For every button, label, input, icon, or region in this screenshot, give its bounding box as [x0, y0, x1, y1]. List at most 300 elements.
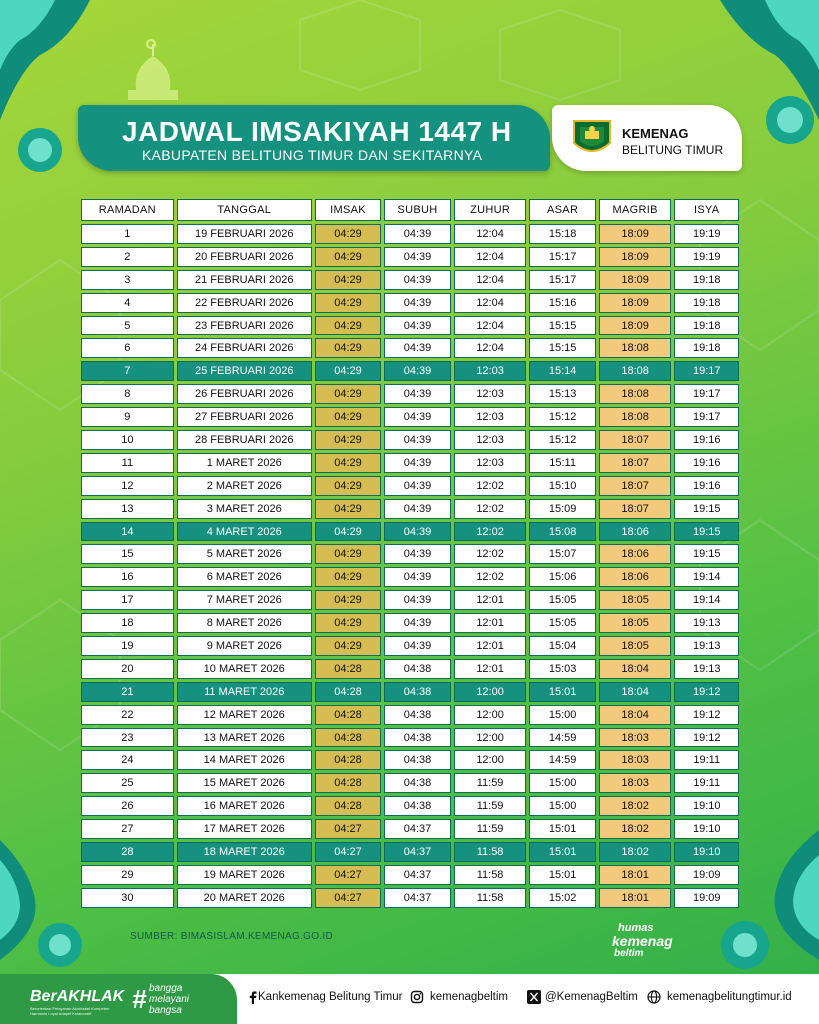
cell-tanggal: 11 MARET 2026 [177, 682, 312, 702]
cell-isya: 19:16 [674, 476, 739, 496]
cell-magrib: 18:02 [599, 796, 672, 816]
cell-zuhur: 11:58 [454, 842, 527, 862]
column-header-tanggal: TANGGAL [177, 199, 312, 221]
cell-subuh: 04:39 [384, 316, 451, 336]
cell-imsak: 04:28 [315, 682, 382, 702]
cell-tanggal: 13 MARET 2026 [177, 728, 312, 748]
cell-ramadan: 27 [81, 819, 174, 839]
cell-subuh: 04:38 [384, 659, 451, 679]
cell-imsak: 04:29 [315, 499, 382, 519]
page-title: JADWAL IMSAKIYAH 1447 H [122, 116, 512, 147]
cell-isya: 19:18 [674, 293, 739, 313]
column-header-zuhur: ZUHUR [454, 199, 527, 221]
cell-magrib: 18:09 [599, 316, 672, 336]
cell-subuh: 04:39 [384, 361, 451, 381]
cell-ramadan: 28 [81, 842, 174, 862]
cell-asar: 15:00 [529, 705, 596, 725]
cell-subuh: 04:37 [384, 888, 451, 908]
cell-zuhur: 12:04 [454, 224, 527, 244]
table-row [81, 384, 739, 404]
berakhlak-tagline: Berorientasi Pelayanan Akuntabel Kompeten Harmonis Loyal Adaptif Kolaboratif [30, 1006, 110, 1016]
column-header-ramadan: RAMADAN [81, 199, 174, 221]
cell-tanggal: 20 MARET 2026 [177, 888, 312, 908]
cell-zuhur: 12:01 [454, 636, 527, 656]
humas-line2: kemenag [612, 933, 673, 949]
cell-ramadan: 20 [81, 659, 174, 679]
cell-asar: 15:11 [529, 453, 596, 473]
table-body [81, 224, 739, 908]
cell-subuh: 04:38 [384, 705, 451, 725]
cell-imsak: 04:29 [315, 384, 382, 404]
cell-tanggal: 14 MARET 2026 [177, 750, 312, 770]
cell-tanggal: 17 MARET 2026 [177, 819, 312, 839]
cell-isya: 19:14 [674, 590, 739, 610]
cell-tanggal: 28 FEBRUARI 2026 [177, 430, 312, 450]
cell-subuh: 04:39 [384, 247, 451, 267]
table-row [81, 773, 739, 793]
melayani-text: melayani [149, 994, 190, 1005]
cell-magrib: 18:07 [599, 499, 672, 519]
cell-tanggal: 8 MARET 2026 [177, 613, 312, 633]
cell-asar: 15:01 [529, 842, 596, 862]
cell-asar: 15:04 [529, 636, 596, 656]
cell-imsak: 04:28 [315, 705, 382, 725]
x-link[interactable]: @KemenagBeltim [545, 991, 638, 1003]
cell-imsak: 04:28 [315, 796, 382, 816]
cell-asar: 15:05 [529, 590, 596, 610]
cell-isya: 19:17 [674, 361, 739, 381]
cell-ramadan: 13 [81, 499, 174, 519]
cell-isya: 19:18 [674, 316, 739, 336]
cell-magrib: 18:08 [599, 384, 672, 404]
cell-isya: 19:17 [674, 407, 739, 427]
cell-imsak: 04:29 [315, 453, 382, 473]
cell-subuh: 04:38 [384, 796, 451, 816]
cell-isya: 19:13 [674, 613, 739, 633]
cell-zuhur: 12:04 [454, 293, 527, 313]
source-note: SUMBER: BIMASISLAM.KEMENAG.GO.ID [130, 931, 333, 942]
cell-subuh: 04:39 [384, 636, 451, 656]
table-row [81, 361, 739, 381]
cell-zuhur: 12:00 [454, 728, 527, 748]
cell-magrib: 18:03 [599, 728, 672, 748]
cell-asar: 15:01 [529, 682, 596, 702]
imsakiyah-table [78, 196, 742, 911]
cell-zuhur: 11:58 [454, 865, 527, 885]
cell-imsak: 04:28 [315, 773, 382, 793]
cell-zuhur: 11:58 [454, 888, 527, 908]
cell-isya: 19:15 [674, 544, 739, 564]
table-row [81, 705, 739, 725]
cell-tanggal: 7 MARET 2026 [177, 590, 312, 610]
cell-tanggal: 24 FEBRUARI 2026 [177, 338, 312, 358]
instagram-link[interactable]: kemenagbeltim [430, 991, 508, 1003]
table-row [81, 728, 739, 748]
table-row [81, 865, 739, 885]
table-header-row [81, 199, 739, 221]
cell-ramadan: 9 [81, 407, 174, 427]
cell-asar: 15:02 [529, 888, 596, 908]
cell-magrib: 18:05 [599, 590, 672, 610]
cell-asar: 15:13 [529, 384, 596, 404]
cell-magrib: 18:09 [599, 247, 672, 267]
cell-subuh: 04:37 [384, 819, 451, 839]
cell-isya: 19:12 [674, 705, 739, 725]
cell-imsak: 04:29 [315, 544, 382, 564]
cell-tanggal: 3 MARET 2026 [177, 499, 312, 519]
cell-imsak: 04:28 [315, 728, 382, 748]
cell-imsak: 04:28 [315, 659, 382, 679]
humas-line3: beltim [614, 948, 644, 959]
table-row [81, 544, 739, 564]
cell-ramadan: 7 [81, 361, 174, 381]
cell-isya: 19:10 [674, 842, 739, 862]
cell-asar: 15:06 [529, 567, 596, 587]
cell-tanggal: 21 FEBRUARI 2026 [177, 270, 312, 290]
cell-magrib: 18:01 [599, 888, 672, 908]
cell-isya: 19:09 [674, 888, 739, 908]
cell-subuh: 04:39 [384, 544, 451, 564]
cell-tanggal: 5 MARET 2026 [177, 544, 312, 564]
cell-asar: 15:01 [529, 819, 596, 839]
bangga-melayani-bangsa [149, 983, 189, 1016]
cell-tanggal: 20 FEBRUARI 2026 [177, 247, 312, 267]
table-row [81, 476, 739, 496]
cell-magrib: 18:02 [599, 842, 672, 862]
cell-tanggal: 26 FEBRUARI 2026 [177, 384, 312, 404]
cell-zuhur: 12:03 [454, 361, 527, 381]
title-banner [78, 105, 550, 171]
cell-asar: 15:17 [529, 247, 596, 267]
cell-ramadan: 24 [81, 750, 174, 770]
cell-isya: 19:10 [674, 796, 739, 816]
footer [0, 974, 819, 1024]
table-row [81, 316, 739, 336]
cell-isya: 19:18 [674, 270, 739, 290]
cell-tanggal: 6 MARET 2026 [177, 567, 312, 587]
table-row [81, 247, 739, 267]
table-row [81, 659, 739, 679]
cell-zuhur: 12:04 [454, 316, 527, 336]
cell-ramadan: 3 [81, 270, 174, 290]
cell-magrib: 18:09 [599, 293, 672, 313]
cell-ramadan: 15 [81, 544, 174, 564]
cell-tanggal: 1 MARET 2026 [177, 453, 312, 473]
cell-zuhur: 12:02 [454, 499, 527, 519]
cell-zuhur: 12:01 [454, 613, 527, 633]
cell-magrib: 18:05 [599, 636, 672, 656]
cell-tanggal: 19 MARET 2026 [177, 865, 312, 885]
cell-subuh: 04:39 [384, 293, 451, 313]
cell-magrib: 18:01 [599, 865, 672, 885]
cell-imsak: 04:27 [315, 888, 382, 908]
bangga-text: bangga [149, 983, 183, 994]
cell-asar: 14:59 [529, 728, 596, 748]
cell-asar: 15:17 [529, 270, 596, 290]
mosque-dome-icon [118, 38, 188, 108]
cell-zuhur: 12:01 [454, 659, 527, 679]
cell-isya: 19:10 [674, 819, 739, 839]
cell-magrib: 18:06 [599, 567, 672, 587]
cell-tanggal: 4 MARET 2026 [177, 522, 312, 542]
cell-ramadan: 19 [81, 636, 174, 656]
cell-imsak: 04:29 [315, 476, 382, 496]
cell-zuhur: 11:59 [454, 819, 527, 839]
cell-isya: 19:15 [674, 522, 739, 542]
cell-ramadan: 8 [81, 384, 174, 404]
column-header-isya: ISYA [674, 199, 739, 221]
cell-asar: 15:03 [529, 659, 596, 679]
cell-ramadan: 16 [81, 567, 174, 587]
cell-subuh: 04:39 [384, 224, 451, 244]
cell-asar: 15:09 [529, 499, 596, 519]
cell-zuhur: 12:03 [454, 384, 527, 404]
cell-asar: 15:18 [529, 224, 596, 244]
cell-magrib: 18:03 [599, 750, 672, 770]
cell-magrib: 18:07 [599, 453, 672, 473]
cell-magrib: 18:04 [599, 705, 672, 725]
cell-asar: 15:12 [529, 407, 596, 427]
cell-zuhur: 12:04 [454, 270, 527, 290]
logo-name: KEMENAG [622, 126, 689, 141]
cell-asar: 15:00 [529, 773, 596, 793]
cell-subuh: 04:39 [384, 567, 451, 587]
cell-imsak: 04:29 [315, 636, 382, 656]
cell-ramadan: 12 [81, 476, 174, 496]
cell-magrib: 18:09 [599, 270, 672, 290]
cell-ramadan: 1 [81, 224, 174, 244]
cell-isya: 19:11 [674, 773, 739, 793]
cell-magrib: 18:08 [599, 407, 672, 427]
page-subtitle: KABUPATEN BELITUNG TIMUR DAN SEKITARNYA [142, 147, 483, 163]
table-row [81, 499, 739, 519]
kemenag-logo-box [552, 105, 742, 171]
cell-zuhur: 12:00 [454, 682, 527, 702]
cell-isya: 19:18 [674, 338, 739, 358]
cell-ramadan: 30 [81, 888, 174, 908]
cell-isya: 19:11 [674, 750, 739, 770]
cell-magrib: 18:04 [599, 682, 672, 702]
cell-asar: 15:08 [529, 522, 596, 542]
cell-zuhur: 11:59 [454, 796, 527, 816]
kemenag-emblem-icon [570, 117, 614, 159]
cell-ramadan: 11 [81, 453, 174, 473]
facebook-link[interactable]: Kankemenag Belitung Timur [258, 991, 403, 1003]
cell-subuh: 04:39 [384, 476, 451, 496]
cell-ramadan: 6 [81, 338, 174, 358]
cell-tanggal: 16 MARET 2026 [177, 796, 312, 816]
cell-ramadan: 14 [81, 522, 174, 542]
hashtag-icon: # [132, 984, 147, 1014]
cell-asar: 15:16 [529, 293, 596, 313]
table-row [81, 888, 739, 908]
column-header-imsak: IMSAK [315, 199, 382, 221]
cell-subuh: 04:37 [384, 842, 451, 862]
cell-magrib: 18:07 [599, 476, 672, 496]
cell-zuhur: 12:04 [454, 247, 527, 267]
cell-subuh: 04:39 [384, 590, 451, 610]
cell-asar: 15:15 [529, 316, 596, 336]
cell-magrib: 18:06 [599, 522, 672, 542]
table-row [81, 338, 739, 358]
cell-imsak: 04:29 [315, 567, 382, 587]
cell-imsak: 04:29 [315, 270, 382, 290]
x-icon[interactable] [527, 990, 541, 1004]
cell-tanggal: 15 MARET 2026 [177, 773, 312, 793]
cell-tanggal: 2 MARET 2026 [177, 476, 312, 496]
cell-zuhur: 12:02 [454, 567, 527, 587]
cell-isya: 19:13 [674, 659, 739, 679]
cell-imsak: 04:29 [315, 613, 382, 633]
cell-ramadan: 26 [81, 796, 174, 816]
cell-subuh: 04:39 [384, 407, 451, 427]
table-row [81, 270, 739, 290]
cell-ramadan: 4 [81, 293, 174, 313]
cell-ramadan: 22 [81, 705, 174, 725]
cell-isya: 19:14 [674, 567, 739, 587]
cell-imsak: 04:29 [315, 247, 382, 267]
cell-subuh: 04:39 [384, 499, 451, 519]
corner-ornament-top-left [0, 0, 90, 172]
cell-magrib: 18:03 [599, 773, 672, 793]
cell-subuh: 04:39 [384, 270, 451, 290]
logo-region: BELITUNG TIMUR [622, 143, 724, 157]
humas-logo [598, 922, 694, 962]
cell-ramadan: 17 [81, 590, 174, 610]
cell-ramadan: 21 [81, 682, 174, 702]
cell-magrib: 18:04 [599, 659, 672, 679]
cell-ramadan: 10 [81, 430, 174, 450]
cell-magrib: 18:09 [599, 224, 672, 244]
cell-zuhur: 12:00 [454, 750, 527, 770]
cell-tanggal: 12 MARET 2026 [177, 705, 312, 725]
cell-zuhur: 12:02 [454, 544, 527, 564]
cell-imsak: 04:27 [315, 865, 382, 885]
cell-imsak: 04:29 [315, 522, 382, 542]
instagram-icon[interactable] [410, 990, 424, 1004]
cell-magrib: 18:08 [599, 361, 672, 381]
cell-imsak: 04:27 [315, 842, 382, 862]
table-row [81, 430, 739, 450]
website-link[interactable]: kemenagbelitungtimur.id [667, 991, 792, 1003]
cell-zuhur: 11:59 [454, 773, 527, 793]
cell-isya: 19:17 [674, 384, 739, 404]
cell-magrib: 18:06 [599, 544, 672, 564]
cell-asar: 14:59 [529, 750, 596, 770]
cell-asar: 15:01 [529, 865, 596, 885]
cell-imsak: 04:29 [315, 338, 382, 358]
cell-subuh: 04:39 [384, 613, 451, 633]
globe-icon[interactable] [647, 990, 661, 1004]
table-row [81, 567, 739, 587]
cell-imsak: 04:29 [315, 361, 382, 381]
cell-zuhur: 12:02 [454, 522, 527, 542]
cell-magrib: 18:08 [599, 338, 672, 358]
cell-isya: 19:19 [674, 247, 739, 267]
column-header-subuh: SUBUH [384, 199, 451, 221]
berakhlak-logo: BerAKHLAK [30, 988, 125, 1005]
cell-ramadan: 25 [81, 773, 174, 793]
cell-isya: 19:12 [674, 728, 739, 748]
cell-imsak: 04:29 [315, 590, 382, 610]
cell-tanggal: 22 FEBRUARI 2026 [177, 293, 312, 313]
cell-isya: 19:13 [674, 636, 739, 656]
cell-subuh: 04:39 [384, 384, 451, 404]
cell-subuh: 04:39 [384, 338, 451, 358]
cell-subuh: 04:39 [384, 453, 451, 473]
cell-subuh: 04:37 [384, 865, 451, 885]
cell-isya: 19:16 [674, 453, 739, 473]
cell-magrib: 18:05 [599, 613, 672, 633]
cell-tanggal: 27 FEBRUARI 2026 [177, 407, 312, 427]
cell-magrib: 18:07 [599, 430, 672, 450]
table-row [81, 453, 739, 473]
table-row [81, 613, 739, 633]
cell-tanggal: 9 MARET 2026 [177, 636, 312, 656]
cell-isya: 19:16 [674, 430, 739, 450]
table-row [81, 407, 739, 427]
cell-subuh: 04:38 [384, 682, 451, 702]
cell-tanggal: 19 FEBRUARI 2026 [177, 224, 312, 244]
table-row [81, 819, 739, 839]
footer-brand-panel [0, 974, 237, 1024]
table-row [81, 842, 739, 862]
cell-subuh: 04:39 [384, 522, 451, 542]
cell-imsak: 04:29 [315, 293, 382, 313]
cell-imsak: 04:28 [315, 750, 382, 770]
cell-subuh: 04:39 [384, 430, 451, 450]
table-row [81, 590, 739, 610]
cell-subuh: 04:38 [384, 773, 451, 793]
column-header-magrib: MAGRIB [599, 199, 672, 221]
cell-isya: 19:12 [674, 682, 739, 702]
cell-imsak: 04:29 [315, 430, 382, 450]
cell-ramadan: 18 [81, 613, 174, 633]
cell-zuhur: 12:03 [454, 453, 527, 473]
cell-asar: 15:05 [529, 613, 596, 633]
cell-tanggal: 23 FEBRUARI 2026 [177, 316, 312, 336]
table-row [81, 293, 739, 313]
cell-ramadan: 29 [81, 865, 174, 885]
cell-isya: 19:09 [674, 865, 739, 885]
cell-imsak: 04:29 [315, 316, 382, 336]
table-row [81, 636, 739, 656]
cell-asar: 15:15 [529, 338, 596, 358]
cell-imsak: 04:29 [315, 224, 382, 244]
cell-tanggal: 18 MARET 2026 [177, 842, 312, 862]
cell-magrib: 18:02 [599, 819, 672, 839]
cell-imsak: 04:27 [315, 819, 382, 839]
cell-zuhur: 12:03 [454, 407, 527, 427]
cell-subuh: 04:38 [384, 750, 451, 770]
cell-imsak: 04:29 [315, 407, 382, 427]
table-row [81, 750, 739, 770]
cell-asar: 15:12 [529, 430, 596, 450]
cell-zuhur: 12:00 [454, 705, 527, 725]
cell-zuhur: 12:04 [454, 338, 527, 358]
cell-subuh: 04:38 [384, 728, 451, 748]
table-row [81, 682, 739, 702]
cell-asar: 15:07 [529, 544, 596, 564]
cell-tanggal: 25 FEBRUARI 2026 [177, 361, 312, 381]
corner-ornament-bottom-left [0, 840, 82, 967]
column-header-asar: ASAR [529, 199, 596, 221]
cell-zuhur: 12:03 [454, 430, 527, 450]
cell-isya: 19:19 [674, 224, 739, 244]
cell-ramadan: 2 [81, 247, 174, 267]
cell-ramadan: 5 [81, 316, 174, 336]
cell-isya: 19:15 [674, 499, 739, 519]
